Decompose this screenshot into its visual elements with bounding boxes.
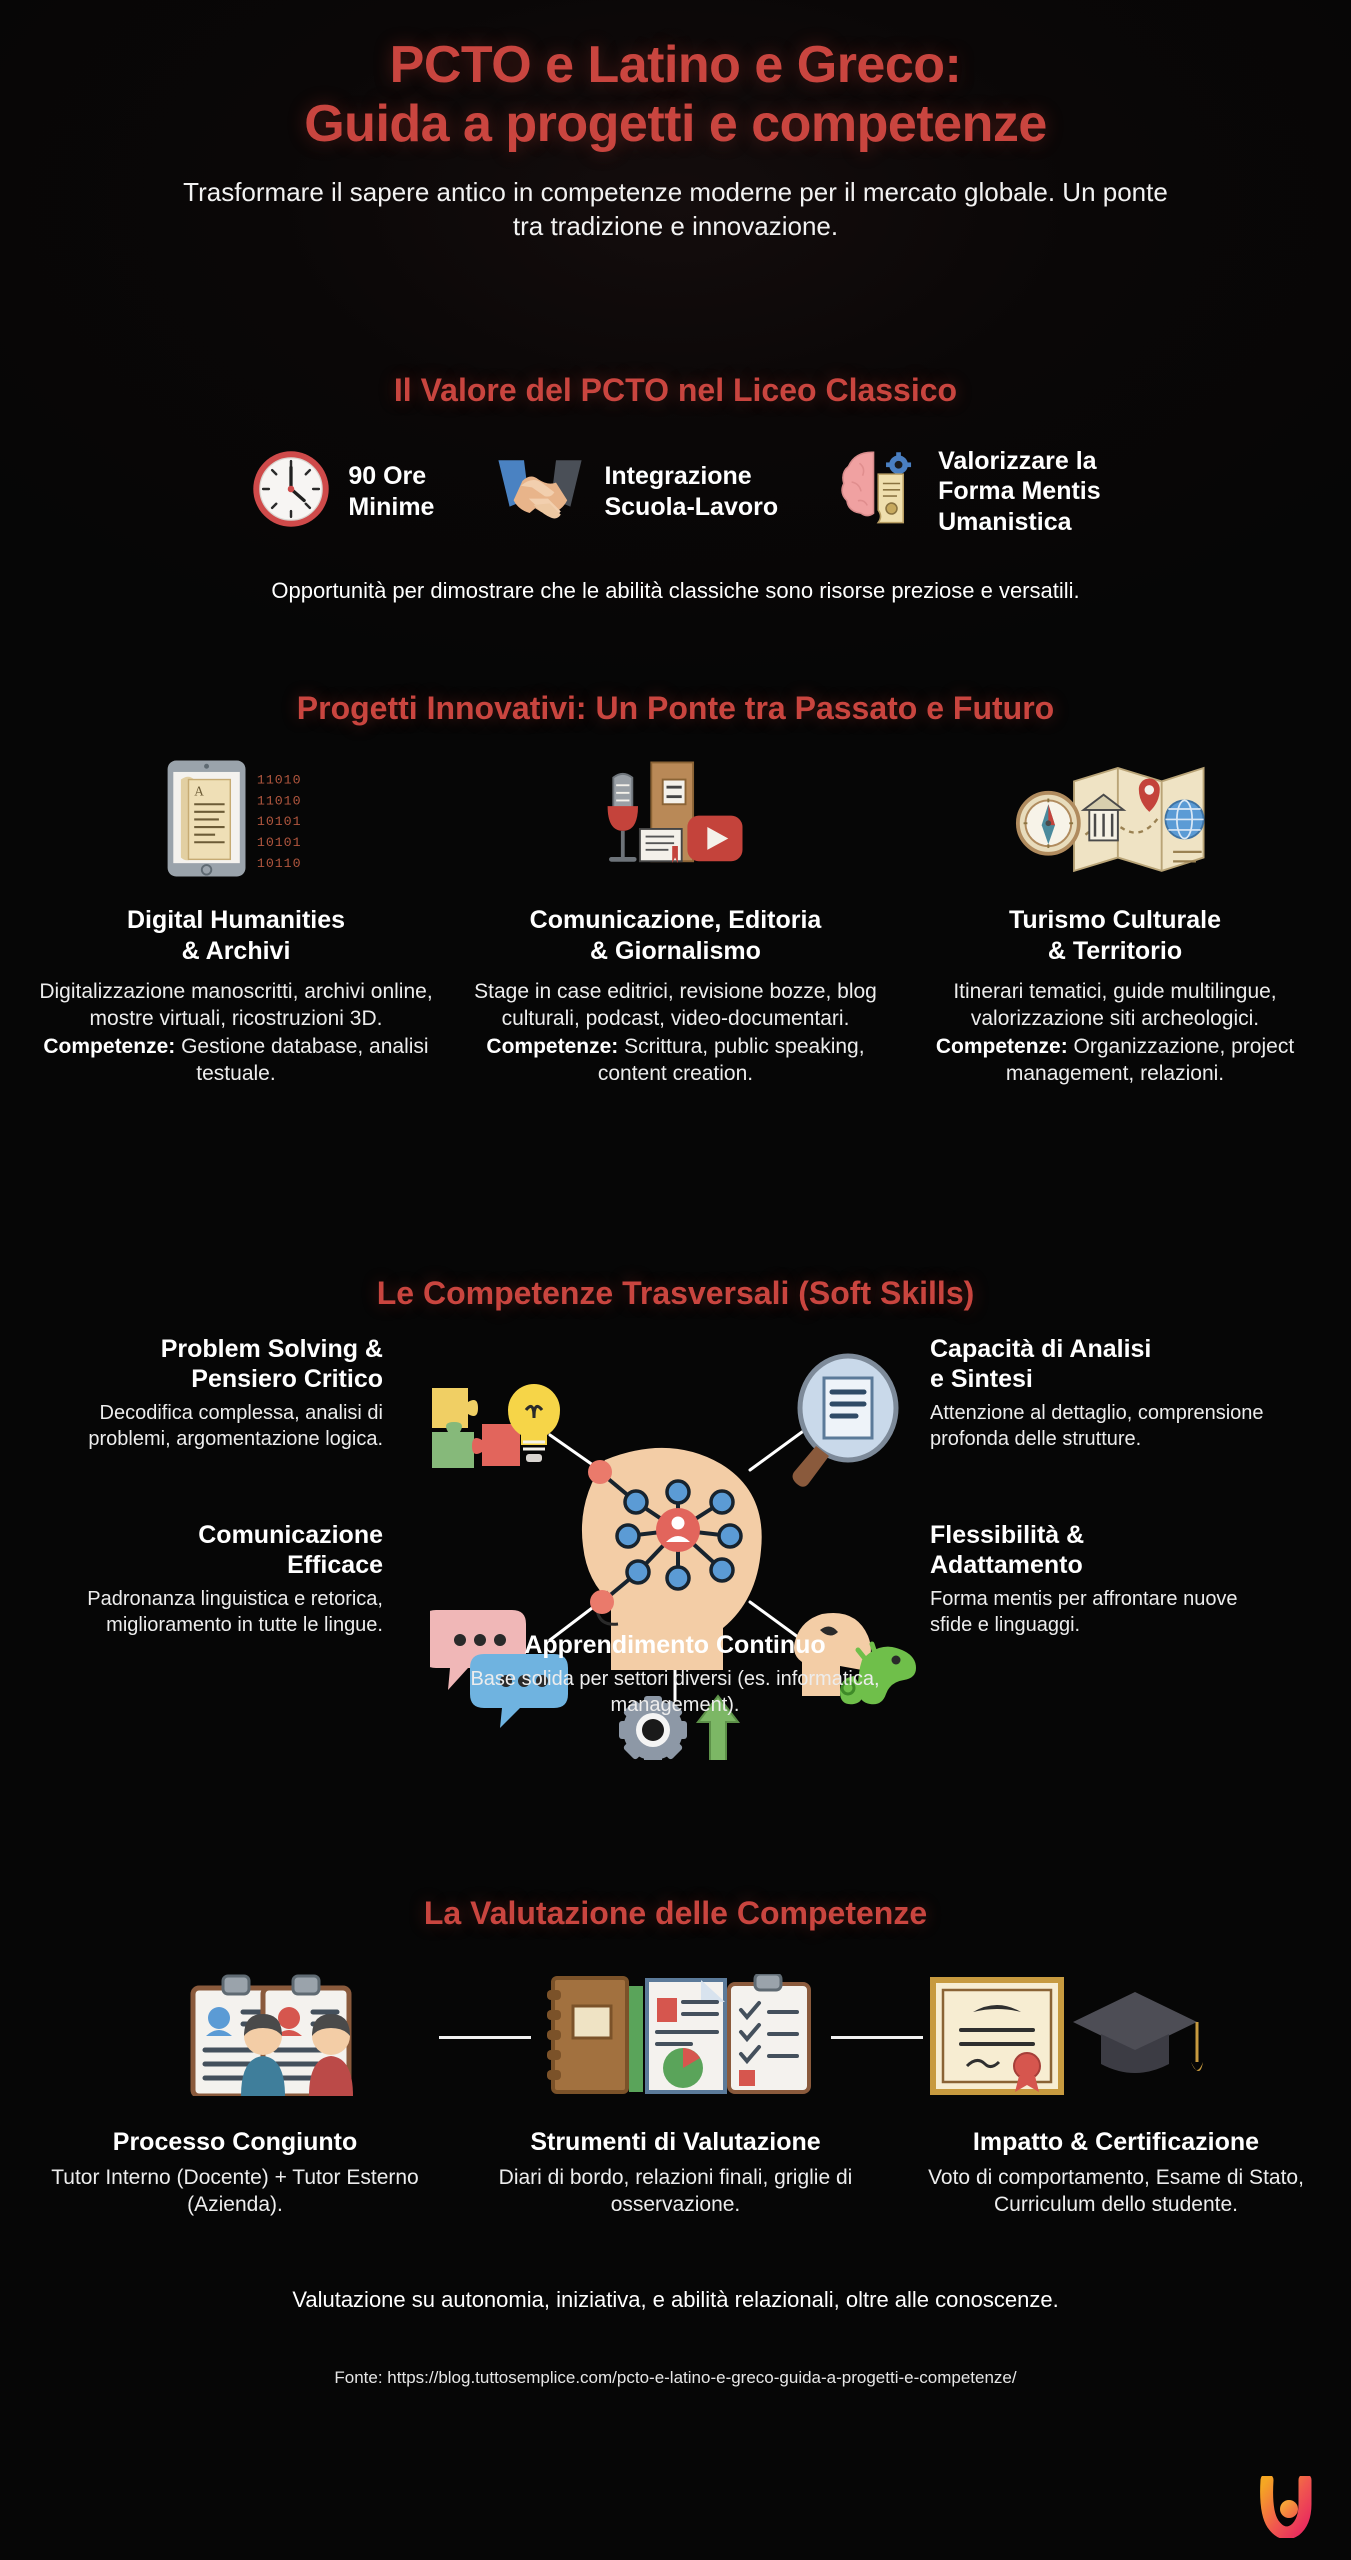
- section-value-heading: Il Valore del PCTO nel Liceo Classico: [393, 372, 958, 408]
- skill-flexibility: [930, 1520, 1285, 1638]
- skill-title: Apprendimento Continuo: [524, 1631, 826, 1659]
- project-card-tourism: [905, 753, 1325, 1087]
- skill-communication: [28, 1520, 383, 1638]
- value-item-integration: [492, 445, 778, 538]
- svg-text:10101: 10101: [256, 834, 302, 850]
- evaluation-step-body: Tutor Interno (Docente) + Tutor Esterno (Azienda).: [51, 2165, 419, 2216]
- project-card-body: Stage in case editrici, revisione bozze, blog culturali, podcast, video-documentari. Competenze: Scrittura, public speaking, content creation.: [474, 980, 877, 1085]
- compass-map-monument-icon: [1015, 753, 1215, 883]
- evaluation-step-title: Impatto & Certificazione: [972, 2128, 1260, 2156]
- project-card-title: Turismo Culturale & Territorio: [1008, 906, 1222, 965]
- skill-title: Comunicazione Efficace: [198, 1521, 383, 1579]
- tablet-manuscript-binary-icon: [141, 753, 331, 883]
- microphone-book-play-icon: [581, 753, 771, 883]
- value-items-row: [0, 445, 1351, 538]
- value-item-forma-mentis: [836, 445, 1101, 538]
- skill-body: Forma mentis per affrontare nuove sfide e linguaggi.: [930, 1588, 1238, 1636]
- projects-row: [0, 753, 1351, 1087]
- svg-text:10110: 10110: [256, 855, 302, 871]
- section-evaluation-heading: La Valutazione delle Competenze: [423, 1895, 928, 1931]
- title-line-2: Guida a progetti e competenze: [304, 95, 1047, 154]
- u-logo-icon: [1259, 2476, 1315, 2538]
- evaluation-connector-2: [831, 2036, 923, 2039]
- svg-text:10101: 10101: [256, 813, 302, 829]
- svg-text:11010: 11010: [256, 792, 302, 808]
- value-item-hours-label: 90 Ore Minime: [348, 462, 435, 521]
- evaluation-step-title: Strumenti di Valutazione: [530, 2128, 821, 2156]
- evaluation-step-body: Diari di bordo, relazioni finali, griglie di osservazione.: [498, 2165, 853, 2216]
- section-value-note: Opportunità per dimostrare che le abilità classiche sono risorse preziose e versatili.: [271, 578, 1080, 603]
- skill-body: Attenzione al dettaglio, comprensione profonda delle strutture.: [930, 1402, 1264, 1450]
- project-card-communication: [466, 753, 886, 1087]
- project-card-body: Itinerari tematici, guide multilingue, valorizzazione siti archeologici. Competenze: Organizzazione, project management, relazioni.: [935, 980, 1295, 1085]
- section-skills: [0, 1275, 1351, 1890]
- section-skills-heading: Le Competenze Trasversali (Soft Skills): [376, 1275, 975, 1311]
- value-item-hours: [250, 445, 434, 538]
- evaluation-footnote: Valutazione su autonomia, iniziativa, e abilità relazionali, oltre alle conoscenze.: [292, 2287, 1059, 2312]
- skill-title: Capacità di Analisi e Sintesi: [930, 1335, 1152, 1393]
- evaluation-step-process: [20, 2127, 450, 2218]
- evaluation-step-title: Processo Congiunto: [112, 2128, 358, 2156]
- clock-icon: [250, 448, 332, 535]
- evaluation-icons-row: [0, 1974, 1351, 2101]
- evaluation-step-impact: [901, 2127, 1331, 2218]
- handshake-icon: [492, 448, 588, 535]
- brain-scroll-gear-icon: [836, 445, 922, 538]
- clipboard-people-icon: [139, 1974, 439, 2101]
- source-link[interactable]: Fonte: https://blog.tuttosemplice.com/pcto-e-latino-e-greco-guida-a-progetti-e-competenze/: [334, 2368, 1017, 2387]
- section-projects-heading: Progetti Innovativi: Un Ponte tra Passato e Futuro: [296, 690, 1055, 726]
- section-value: [0, 372, 1351, 606]
- value-item-forma-mentis-label: Valorizzare la Forma Mentis Umanistica: [938, 446, 1101, 536]
- evaluation-connector-1: [439, 2036, 531, 2039]
- section-evaluation: [0, 1895, 1351, 2218]
- notebook-report-checklist-icon: [531, 1974, 831, 2101]
- skill-continuous-learning: [455, 1630, 895, 1718]
- project-card-digital-humanities: [26, 753, 446, 1087]
- skill-title: Problem Solving & Pensiero Critico: [160, 1335, 383, 1393]
- project-card-title: Digital Humanities & Archivi: [126, 906, 346, 965]
- section-projects: [0, 690, 1351, 1087]
- skill-analysis: [930, 1334, 1285, 1452]
- skills-diagram: [0, 1330, 1351, 1890]
- evaluation-step-body: Voto di comportamento, Esame di Stato, Curriculum dello studente.: [928, 2165, 1304, 2216]
- page-title: [0, 0, 1351, 155]
- title-line-1: PCTO e Latino e Greco:: [389, 36, 962, 94]
- value-item-integration-label: Integrazione Scuola-Lavoro: [604, 462, 779, 521]
- certificate-graduation-icon: [923, 1974, 1213, 2101]
- svg-text:A: A: [194, 783, 204, 799]
- evaluation-text-row: [0, 2127, 1351, 2218]
- skill-body: Base solida per settori diversi (es. informatica, management).: [470, 1668, 880, 1716]
- project-card-body: Digitalizzazione manoscritti, archivi online, mostre virtuali, ricostruzioni 3D. Competenze: Gestione database, analisi testuale.: [39, 980, 433, 1085]
- skill-body: Padronanza linguistica e retorica, miglioramento in tutte le lingue.: [87, 1588, 383, 1636]
- project-card-title: Comunicazione, Editoria & Giornalismo: [529, 906, 822, 965]
- evaluation-step-tools: [461, 2127, 891, 2218]
- page-subtitle: Trasformare il sapere antico in competenze moderne per il mercato globale. Un ponte tra tradizione e innovazione.: [183, 176, 1168, 242]
- skill-problem-solving: [28, 1334, 383, 1452]
- svg-text:11010: 11010: [256, 771, 302, 787]
- skill-body: Decodifica complessa, analisi di problemi, argomentazione logica.: [88, 1402, 383, 1450]
- skill-title: Flessibilità & Adattamento: [930, 1521, 1085, 1579]
